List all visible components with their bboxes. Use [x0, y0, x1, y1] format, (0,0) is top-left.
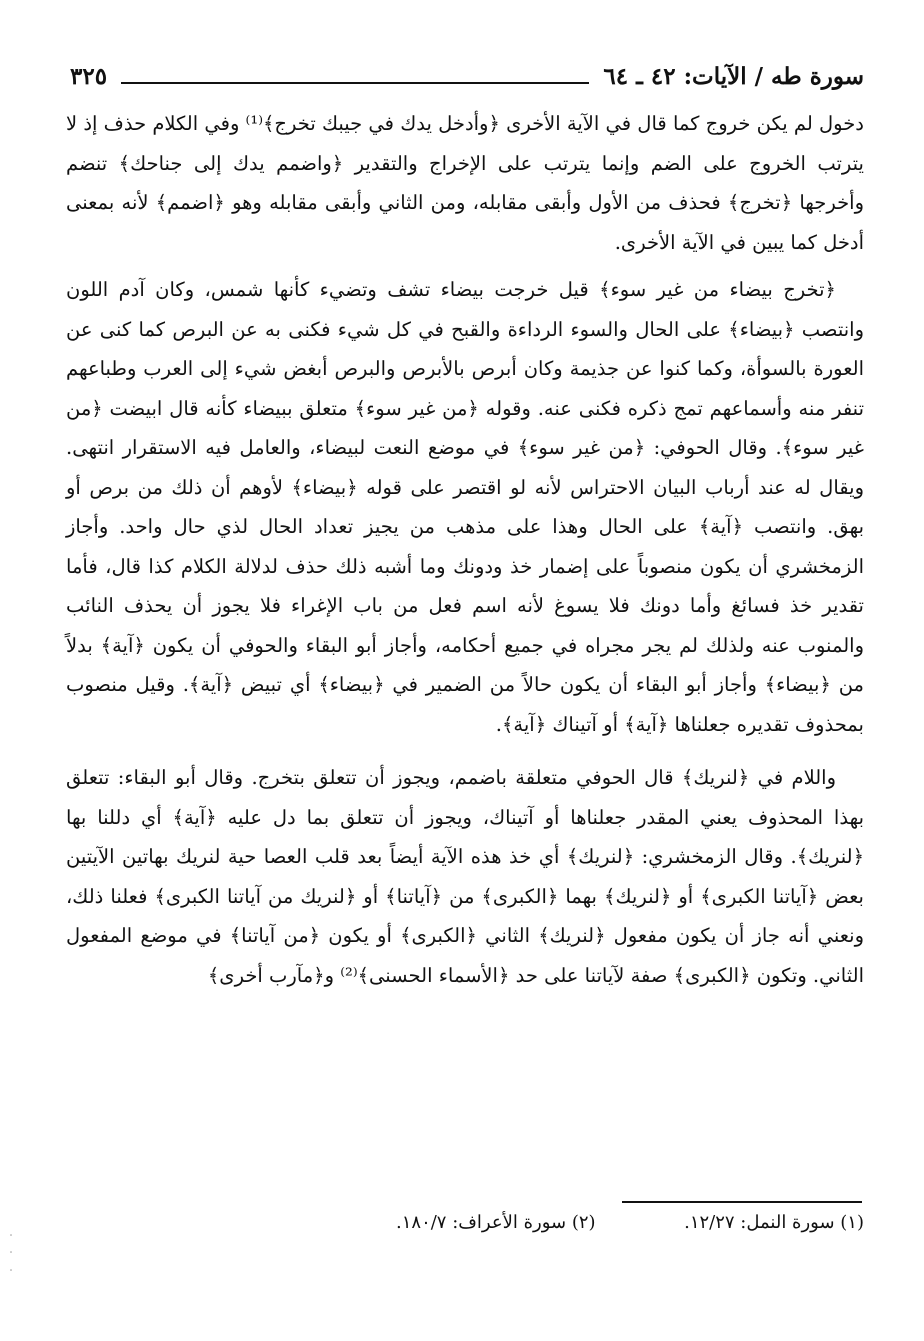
paragraph-3: واللام في ﴿لنريك﴾ قال الحوفي متعلقة باضمم، ويجوز أن تتعلق بتخرج. وقال أبو البقاء: تتعلق بهذا المحذوف يعني المقدر جعلناها أو آتيناك، ويجوز أن تتعلق بما دل عليه ﴿آية﴾ أي دللنا بها ﴿لنريك﴾. وقال الزمخشري: ﴿لنريك﴾ أي خذ هذه الآية أيضاً بعد قلب العصا حية لنريك بهاتين الآيتين بعض ﴿آياتنا الكبرى﴾ أو ﴿لنريك﴾ بهما ﴿الكبرى﴾ من ﴿آياتنا﴾ أو ﴿لنريك من آياتنا الكبرى﴾ فعلنا ذلك، ونعني أنه جاز أن يكون مفعول ﴿لنريك﴾ الثاني ﴿الكبرى﴾ أو يكون ﴿من آياتنا﴾ في موضع المفعول الثاني. وتكون ﴿الكبرى﴾ صفة لآياتنا على حد ﴿الأسماء الحسنى﴾⁽²⁾ و﴿مآرب أخرى﴾ [66, 766, 864, 987]
footnote-separator [622, 1201, 862, 1203]
scan-specks [8, 1230, 14, 1290]
footnote-2: (٢) سورة الأعراف: ١٨٠/٧. [396, 1212, 596, 1233]
paragraph-2: ﴿تخرج بيضاء من غير سوء﴾ قيل خرجت بيضاء تشف وتضيء كأنها شمس، وكان آدم اللون وانتصب ﴿بيضاء﴾ على الحال والسوء الرداءة والقبح في كل شيء فكنى به عن البرص كما كنى عن العورة بالسوأة، وكما كنوا عن جذيمة وكان أبرص بالأبرص والبرص أبغض شيء إلى العرب وطباعهم تنفر منه وأسماعهم تمج ذكره فكنى عنه. وقوله ﴿من غير سوء﴾ متعلق ببيضاء كأنه قال ابيضت ﴿من غير سوء﴾. وقال الحوفي: ﴿من غير سوء﴾ في موضع النعت لبيضاء، والعامل فيه الاستقرار انتهى. ويقال له عند أرباب البيان الاحتراس لأنه لو اقتصر على قوله ﴿بيضاء﴾ لأوهم أن ذلك من برص أو بهق. وانتصب ﴿آية﴾ على الحال وهذا على مذهب من يجيز تعداد الحال لذي حال واحد. وأجاز الزمخشري أن يكون منصوباً على إضمار خذ ودونك وما أشبه ذلك حذف لدلالة الكلام كذا قال، فأما تقدير خذ فسائغ وأما دونك فلا يسوغ لأنه اسم فعل من باب الإغراء فلا يجوز أن يحذف النائب والمنوب عنه ولذلك لم يجر مجراه في جميع أحكامه، وأجاز أبو البقاء والحوفي أن يكون ﴿آية﴾ بدلاً من ﴿بيضاء﴾ وأجاز أبو البقاء أن يكون حالاً من الضمير في ﴿بيضاء﴾ أي تبيض ﴿آية﴾. وقيل منصوب بمحذوف تقديره جعلناها ﴿آية﴾ أو آتيناك ﴿آية﴾. [66, 278, 864, 736]
paragraph-1: دخول لم يكن خروج كما قال في الآية الأخرى ﴿وأدخل يدك في جيبك تخرج﴾⁽¹⁾ وفي الكلام حذف إذ لا يترتب الخروج على الضم وإنما يترتب على الإخراج والتقدير ﴿واضمم يدك إلى جناحك﴾ تنضم وأخرجها ﴿تخرج﴾ فحذف من الأول وأبقى مقابله، ومن الثاني وأبقى مقابله وهو ﴿اضمم﴾ لأنه بمعنى أدخل كما يبين في الآية الأخرى. [66, 112, 864, 254]
running-title: سورة طه / الآيات: ٤٢ ـ ٦٤ [603, 62, 864, 90]
footnote-1: (١) سورة النمل: ١٢/٢٧. [684, 1212, 864, 1233]
header-rule [121, 82, 589, 84]
page-header [70, 58, 864, 94]
footnotes [66, 1212, 864, 1246]
page-body [66, 104, 864, 1003]
page-number: ٣٢٥ [70, 62, 108, 90]
